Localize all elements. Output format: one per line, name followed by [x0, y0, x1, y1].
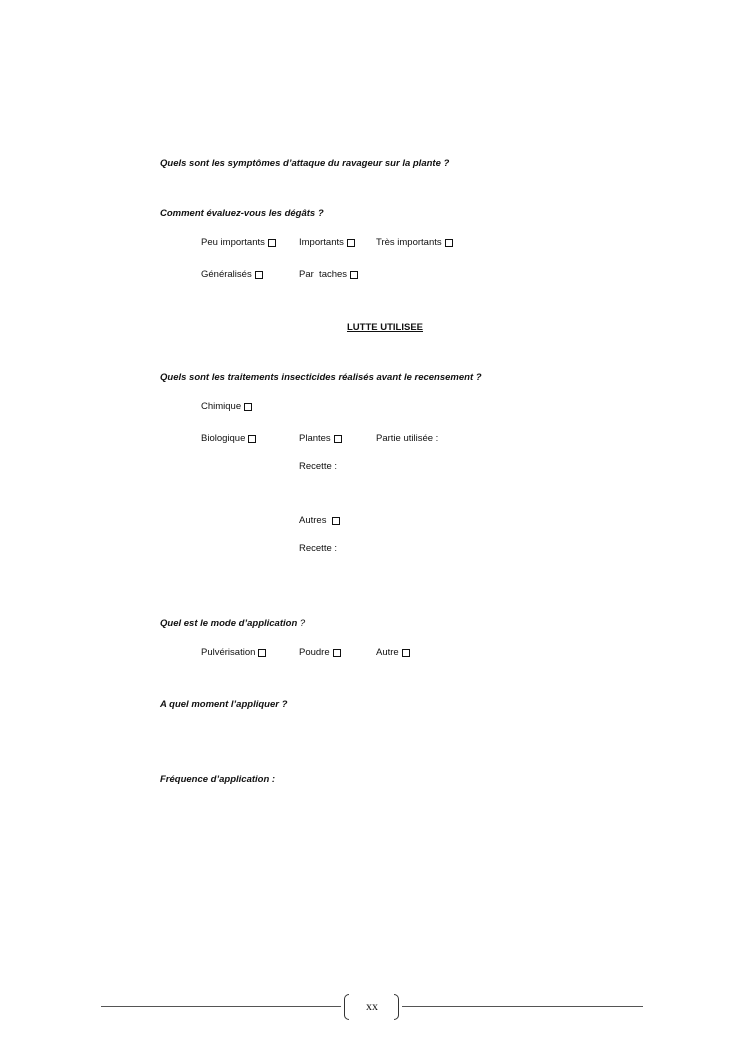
- checkbox-icon[interactable]: [445, 239, 453, 247]
- right-brace-icon: [394, 994, 399, 1020]
- option-importants[interactable]: [299, 237, 355, 248]
- checkbox-icon[interactable]: [334, 435, 342, 443]
- section-title-lutte: LUTTE UTILISEE: [347, 322, 423, 333]
- option-label: Biologique: [201, 433, 246, 444]
- option-label: Par taches: [299, 269, 348, 280]
- checkbox-icon[interactable]: [332, 517, 340, 525]
- option-autre[interactable]: [376, 647, 410, 658]
- checkbox-icon[interactable]: [258, 649, 266, 657]
- footer-rule-right: [402, 1006, 643, 1007]
- left-brace-icon: [344, 994, 349, 1020]
- field-partie-utilisee: [376, 433, 438, 444]
- option-poudre[interactable]: [299, 647, 341, 658]
- checkbox-icon[interactable]: [268, 239, 276, 247]
- option-label: Peu importants: [201, 237, 265, 248]
- option-par-taches[interactable]: [299, 269, 358, 280]
- question-degats: Comment évaluez-vous les dégâts ?: [160, 208, 324, 219]
- option-label: Généralisés: [201, 269, 252, 280]
- option-label: Poudre: [299, 647, 330, 658]
- checkbox-icon[interactable]: [347, 239, 355, 247]
- option-peu-importants[interactable]: [201, 237, 276, 248]
- footer-rule-left: [101, 1006, 341, 1007]
- option-tres-importants[interactable]: [376, 237, 453, 248]
- field-label: Partie utilisée :: [376, 433, 439, 444]
- option-plantes[interactable]: [299, 433, 342, 444]
- option-label: Chimique: [201, 401, 242, 412]
- checkbox-icon[interactable]: [333, 649, 341, 657]
- checkbox-icon[interactable]: [350, 271, 358, 279]
- question-mode: [160, 618, 305, 629]
- option-label: Autres: [299, 515, 327, 526]
- question-mode-suffix: ?: [297, 618, 306, 629]
- checkbox-icon[interactable]: [402, 649, 410, 657]
- checkbox-icon[interactable]: [248, 435, 256, 443]
- option-label: Plantes: [299, 433, 331, 444]
- question-traitements: Quels sont les traitements insecticides réalisés avant le recensement ?: [160, 372, 482, 383]
- option-label: Importants: [299, 237, 344, 248]
- option-label: Autre: [376, 647, 399, 658]
- option-label: Très importants: [376, 237, 442, 248]
- option-autres[interactable]: [299, 515, 340, 526]
- question-frequence: Fréquence d’application :: [160, 774, 276, 785]
- option-generalises[interactable]: [201, 269, 263, 280]
- checkbox-icon[interactable]: [255, 271, 263, 279]
- field-recette-plantes: [299, 461, 337, 472]
- question-symptomes: Quels sont les symptômes d’attaque du ravageur sur la plante ?: [160, 158, 450, 169]
- option-label: Pulvérisation: [201, 647, 256, 658]
- option-biologique[interactable]: [201, 433, 256, 444]
- field-recette-autres: [299, 543, 337, 554]
- question-mode-text: Quel est le mode d’application: [160, 618, 298, 629]
- option-chimique[interactable]: [201, 401, 252, 412]
- question-moment: A quel moment l’appliquer ?: [160, 699, 288, 710]
- field-label: Recette :: [299, 543, 338, 554]
- page-number: xx: [366, 999, 378, 1013]
- checkbox-icon[interactable]: [244, 403, 252, 411]
- field-label: Recette :: [299, 461, 338, 472]
- option-pulverisation[interactable]: [201, 647, 266, 658]
